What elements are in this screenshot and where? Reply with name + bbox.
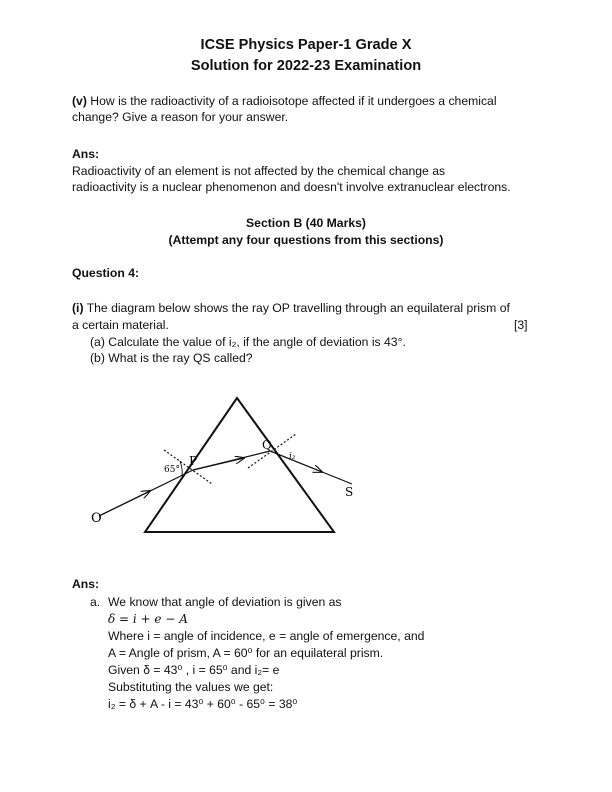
answer-v-line2: radioactivity is a nuclear phenomenon and doesn't involve extranuclear electrons.: [72, 180, 511, 194]
answer-4-label: Ans:: [72, 577, 100, 591]
angle-arc-p: [180, 461, 182, 475]
label-o: O: [91, 511, 102, 526]
deviation-formula: δ = i + e − A: [108, 612, 188, 626]
question-4-sub-a: (a) Calculate the value of i₂, if the angle of deviation is 43°.: [90, 335, 406, 349]
question-v-number: (v): [72, 94, 87, 108]
page-title: ICSE Physics Paper-1 Grade X: [200, 37, 412, 53]
label-p: P: [189, 454, 198, 468]
answer-4-line3: Where i = angle of incidence, e = angle of emergence, and: [108, 629, 425, 643]
question-4-label: Question 4:: [72, 266, 140, 280]
answer-4-line5: Given δ = 43⁰ , i = 65⁰ and i₂= e: [108, 663, 280, 677]
question-v-text: How is the radioactivity of a radioisotope affected if it undergoes a chemical: [90, 94, 497, 108]
question-4-sub-b: (b) What is the ray QS called?: [90, 351, 253, 365]
incident-ray-arrow: [99, 491, 150, 516]
answer-4-line6: Substituting the values we get:: [108, 680, 274, 694]
question-4-line2: a certain material.: [72, 318, 169, 332]
answer-v-label: Ans:: [72, 147, 100, 161]
section-b-heading: Section B (40 Marks): [246, 216, 366, 230]
label-i2: i₂: [289, 452, 296, 462]
answer-4-line1: We know that angle of deviation is given as: [108, 595, 342, 609]
label-angle-65: 65°: [164, 465, 180, 475]
question-v-line2: change? Give a reason for your answer.: [72, 110, 289, 124]
question-4-marks: [3]: [514, 318, 528, 332]
answer-4-line4: A = Angle of prism, A = 60⁰ for an equilateral prism.: [108, 646, 384, 660]
answer-v-line1: Radioactivity of an element is not affected by the chemical change as: [72, 164, 446, 178]
question-4-text: The diagram below shows the ray OP travelling through an equilateral prism of: [86, 301, 510, 315]
normal-at-q: [248, 434, 296, 468]
section-b-instruction: (Attempt any four questions from this sections): [168, 233, 444, 247]
label-s: S: [345, 485, 354, 499]
answer-4-item-marker: a.: [90, 595, 101, 609]
page-subtitle: Solution for 2022-23 Examination: [190, 58, 422, 74]
emergent-ray-arrow: [270, 451, 322, 472]
refracted-ray-arrow: [193, 458, 244, 470]
answer-4-line7: i₂ = δ + A - i = 43⁰ + 60⁰ - 65⁰ = 38⁰: [108, 697, 298, 711]
label-q: Q: [262, 438, 272, 452]
question-4-part-number: (i): [72, 301, 84, 315]
